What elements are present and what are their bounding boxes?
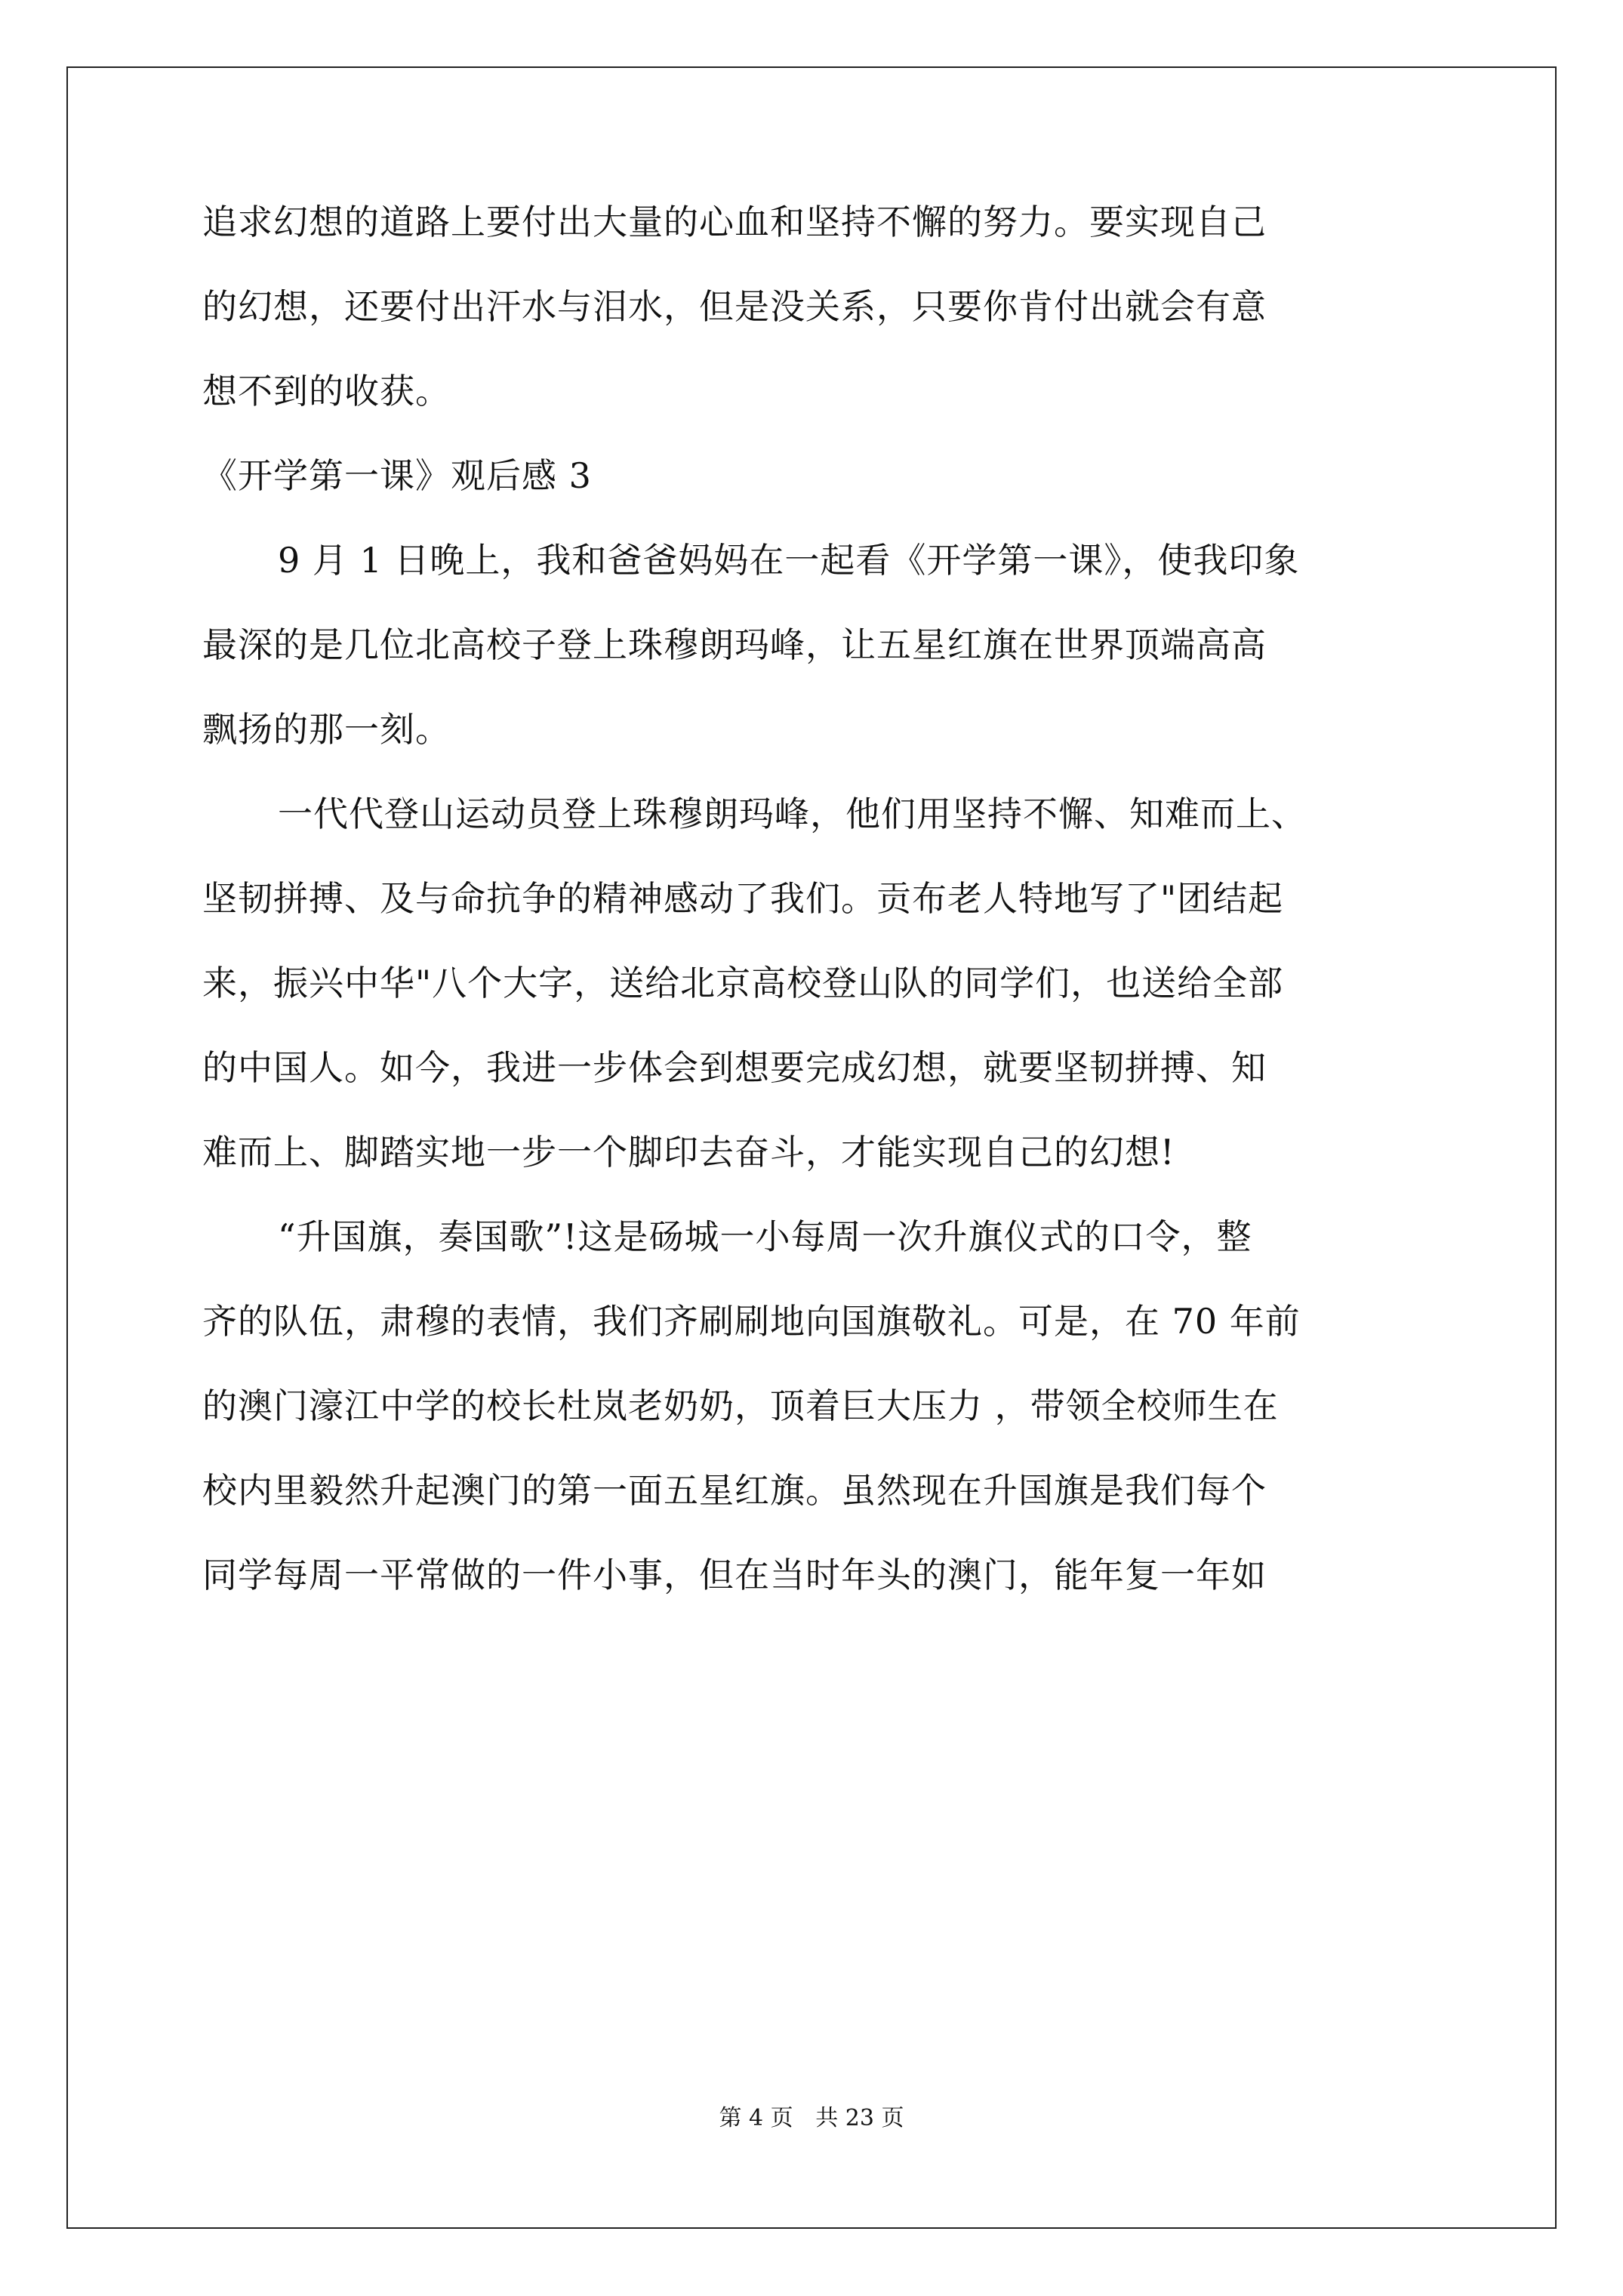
page-footer xyxy=(0,2103,1623,2134)
page-number: 第 4 页 xyxy=(719,2105,793,2131)
text-line: 最深的是几位北高校子登上珠穆朗玛峰，让五星红旗在世界顶端高高 xyxy=(202,624,1267,665)
text-line: 想不到的收获。 xyxy=(202,371,451,411)
text-line: 坚韧拼搏、及与命抗争的精神感动了我们。贡布老人特地写了"团结起 xyxy=(202,878,1284,919)
text-line: 的幻想，还要付出汗水与泪水，但是没关系，只要你肯付出就会有意 xyxy=(202,286,1267,327)
text-line: 同学每周一平常做的一件小事，但在当时年头的澳门，能年复一年如 xyxy=(202,1555,1267,1595)
page-total: 共 23 页 xyxy=(815,2105,904,2131)
text-line: 齐的队伍，肃穆的表情，我们齐刷刷地向国旗敬礼。可是，在 70 年前 xyxy=(202,1301,1301,1342)
text-line: 难而上、脚踏实地一步一个脚印去奋斗，才能实现自己的幻想! xyxy=(202,1132,1175,1173)
text-line: 一代代登山运动员登上珠穆朗玛峰，他们用坚持不懈、知难而上、 xyxy=(278,794,1307,834)
text-line: 校内里毅然升起澳门的第一面五星红旗。虽然现在升国旗是我们每个 xyxy=(202,1470,1267,1511)
text-line: 追求幻想的道路上要付出大量的心血和坚持不懈的努力。要实现自己 xyxy=(202,202,1267,242)
text-line: “升国旗，奏国歌”!这是砀城一小每周一次升旗仪式的口令，整 xyxy=(278,1216,1252,1257)
text-line: 来，振兴中华"八个大字，送给北京高校登山队的同学们，也送给全部 xyxy=(202,963,1284,1003)
section-heading: 《开学第一课》观后感 3 xyxy=(202,455,592,496)
text-line: 飘扬的那一刻。 xyxy=(202,709,451,750)
text-line: 的中国人。如今，我进一步体会到想要完成幻想，就要坚韧拼搏、知 xyxy=(202,1047,1267,1088)
text-line: 9 月 1 日晚上，我和爸爸妈妈在一起看《开学第一课》，使我印象 xyxy=(278,540,1300,581)
text-line: 的澳门濠江中学的校长杜岚老奶奶，顶着巨大压力 ，带领全校师生在 xyxy=(202,1385,1279,1426)
